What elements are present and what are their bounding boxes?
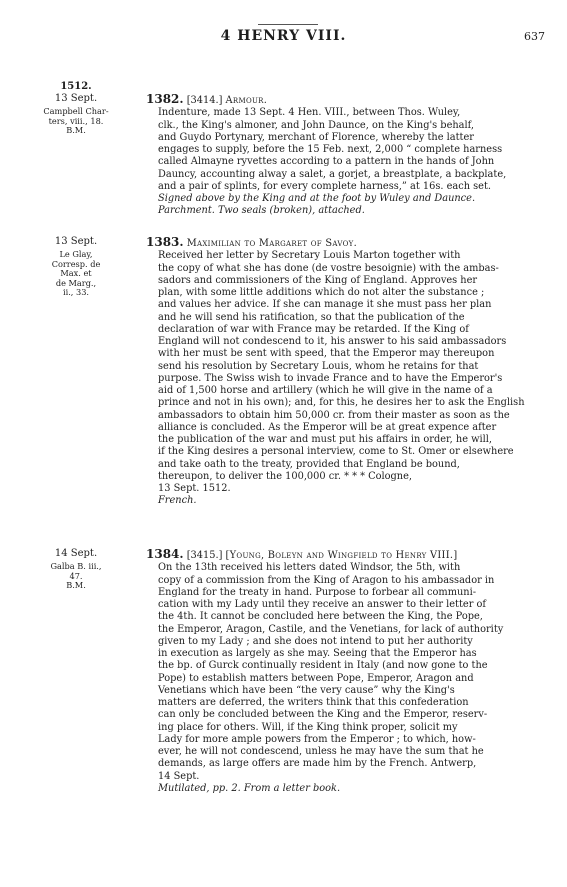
source-reference: Campbell Char- ters, viii., 18. B.M.: [43, 106, 109, 135]
entry-date: 14 Sept.: [54, 548, 98, 559]
entry-margin-note: [40, 80, 112, 136]
entry-note: Mutilated, pp. 2. From a letter book.: [158, 782, 341, 794]
entry-title: Armour.: [225, 95, 268, 106]
entry-date: 13 Sept.: [54, 236, 98, 247]
entry-text: Indenture, made 13 Sept. 4 Hen. VIII., between Thos. Wuley, clk., the King's almoner, and John Daunce, on the King's behalf, and Guydo Portynary, merchant of Florence, whereby the latter engages to supply, before the 15 Feb. next, 2,000 “ complete harness called Almayne ryvettes according to a pattern in the hands of John Dauncy, accounting alway a salet, a gorjet, a breastplate, a backplate, and a pair of splints, for every complete harness,” at 16s. each set.: [158, 107, 507, 192]
entry-title: Maximilian to Margaret of Savoy.: [186, 238, 358, 249]
page-header: [0, 20, 567, 50]
entry-ref: [3414.]: [186, 95, 223, 106]
entry-body: [146, 236, 530, 508]
entry-text: On the 13th received his letters dated Windsor, the 5th, with copy of a commission from the King of Aragon to his ambassador in England for the treaty in hand. Purpose to forbear all communi- cation with my Lady until they receive an answer to their letter of the 4th. It cannot be concluded here between the King, the Pope, the Emperor, Aragon, Castile, and the Venetians, for lack of authority given to my Lady ; and she does not intend to put her authority in execution as largely as she may. Seeing that the Emperor has the bp. of Gurck continually resident in Italy (and now gone to the Pope) to establish matters between Pope, Emperor, Aragon and Venetians which have been “the very cause” why the King's matters are deferred, the writers think that this confederation can only be concluded between the King and the Emperor, reserv- ing place for others. Will, if the King think proper, solicit my Lady for more ample powers from the Emperor ; to which, how- ever, he will not condescend, unless he may have the sum that he demands, as large offers are made him by the French. Antwerp, 14 Sept.: [158, 562, 504, 782]
entry-note: Signed above by the King and at the foot by Wuley and Daunce. Parchment. Two seals (broken), attached.: [158, 193, 476, 217]
entry-ref: [3415.]: [186, 550, 223, 561]
header-rule: [258, 24, 318, 25]
source-reference: Galba B. iii., 47. B.M.: [50, 561, 102, 590]
page-number: 637: [524, 30, 545, 43]
entry-number: 1383.: [146, 235, 184, 249]
entry-number: 1382.: [146, 92, 184, 106]
entry-margin-note: [40, 236, 112, 298]
entry-year: 1512.: [60, 81, 92, 92]
entry-heading: [146, 548, 530, 562]
entry-heading: [146, 236, 530, 250]
entry-heading: [146, 93, 530, 107]
page-title: 4 HENRY VIII.: [220, 28, 347, 44]
entry-text: Received her letter by Secretary Louis Marton together with the copy of what she has done (de vostre besoignie) with the ambas- sadors and commissioners of the King of England. Approves her plan, with some little additions which do not alter the substance ; and values her advice. If she can manage it she must pass her plan and he will send his ratification, so that the publication of the declaration of war with France may be retarded. If the King of England will not condescend to it, his answer to his said ambassadors with her must be sent with speed, that the Emperor may thereupon send his resolution by Secretary Louis, whom he retains for that purpose. The Swiss wish to invade France and to have the Emperor's aid of 1,500 horse and artillery (which he will give in the name of a prince and not in his own); and, for this, he desires her to ask the English ambassadors to obtain him 50,000 cr. from their master as soon as the alliance is concluded. As the Emperor will be at great expence after the publication of the war and must put his affairs in order, he will, if the King desires a personal interview, come to St. Omer or elsewhere and take oath to the treaty, provided that England be bound, thereupon, to deliver the 100,000 cr. * * * Cologne, 13 Sept. 1512.: [158, 250, 525, 494]
source-reference: Le Glay, Corresp. de Max. et de Marg., ii., 33.: [51, 249, 101, 297]
entry-number: 1384.: [146, 547, 184, 561]
entry-margin-note: [40, 548, 112, 591]
entry-note: French.: [158, 495, 197, 507]
entry-body: [146, 93, 530, 218]
entry-body: [146, 548, 530, 795]
entry-date: 13 Sept.: [54, 93, 98, 104]
entry-title: [Young, Boleyn and Wingfield to Henry VIII.]: [225, 550, 458, 561]
